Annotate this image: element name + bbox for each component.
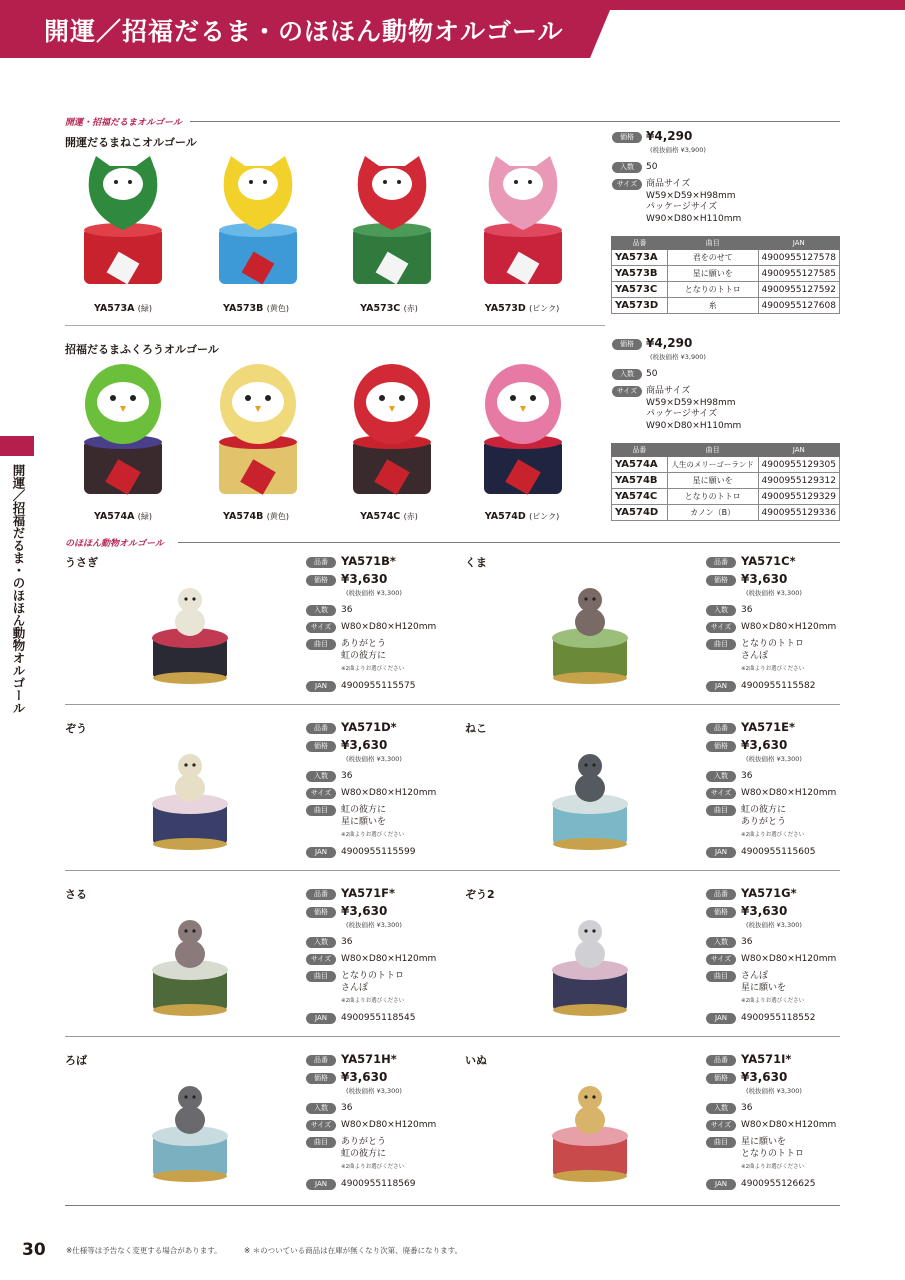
size-values: 商品サイズ W59×D59×H98mm パッケージサイズ W90×D80×H110mm — [646, 386, 742, 431]
song-label: 曲目 — [306, 1137, 336, 1148]
product-code: YA571F* — [341, 886, 396, 900]
jan-value: 4900955115599 — [341, 847, 416, 857]
size-value: W80×D80×H120mm — [741, 788, 837, 798]
price-sub: (税抜価格 ¥3,300) — [346, 1087, 402, 1095]
table-row: YA574D カノン（B） 4900955129336 — [612, 505, 840, 521]
size-value: W80×D80×H120mm — [341, 954, 437, 964]
song-note: ※2曲よりお選びください — [741, 998, 805, 1004]
price-label: 価格 — [706, 575, 736, 586]
animal-elephant2-image — [545, 900, 635, 1020]
jan-value: 4900955115605 — [741, 847, 816, 857]
jan-value: 4900955118569 — [341, 1179, 416, 1189]
table-row: YA573C となりのトトロ 4900955127592 — [612, 282, 840, 298]
price-sub: (税抜価格 ¥3,900) — [650, 353, 706, 361]
code-label: 品番 — [306, 723, 336, 734]
animal-monkey-image — [145, 900, 235, 1020]
qty-value: 36 — [341, 937, 353, 947]
price-sub: (税抜価格 ¥3,300) — [746, 755, 802, 763]
song-2: さんぽ — [341, 983, 369, 993]
product-code: YA571D* — [341, 720, 397, 734]
table-row: YA574C となりのトトロ 4900955129329 — [612, 489, 840, 505]
qty-label: 入数 — [306, 937, 336, 948]
price-value: ¥3,630 — [341, 738, 388, 752]
song-note: ※2曲よりお選びください — [341, 832, 405, 838]
jan-label: JAN — [706, 681, 736, 692]
animal-elephant-image — [145, 734, 235, 854]
owl-yellow-image — [213, 362, 303, 502]
song-note: ※2曲よりお選びください — [341, 666, 405, 672]
price-label: 価格 — [306, 741, 336, 752]
caption-ya574c: YA574C (赤) — [360, 511, 418, 522]
animal-cat-image — [545, 734, 635, 854]
qty-value: 50 — [646, 369, 658, 379]
price-value: ¥3,630 — [341, 1070, 388, 1084]
price-sub: (税抜価格 ¥3,300) — [746, 589, 802, 597]
animal-name: ろば — [65, 1054, 87, 1067]
price-sub: (税抜価格 ¥3,900) — [650, 146, 706, 154]
song-note: ※2曲よりお選びください — [341, 998, 405, 1004]
qty-value: 36 — [341, 771, 353, 781]
size-value: W80×D80×H120mm — [741, 1120, 837, 1130]
song-2: 虹の彼方に — [341, 1149, 387, 1159]
table-row: YA573D 糸 4900955127608 — [612, 298, 840, 314]
divider — [65, 1205, 840, 1206]
qty-value: 36 — [341, 1103, 353, 1113]
price-value: ¥3,630 — [341, 572, 388, 586]
qty-value: 36 — [741, 771, 753, 781]
song-1: となりのトトロ — [341, 971, 405, 981]
song-2: 星に願いを — [341, 817, 387, 827]
size-label: サイズ — [306, 788, 336, 799]
code-label: 品番 — [706, 1055, 736, 1066]
owl-pink-image — [478, 362, 568, 502]
price-sub: (税抜価格 ¥3,300) — [346, 589, 402, 597]
price-label: 価格 — [706, 907, 736, 918]
size-label: サイズ — [706, 954, 736, 965]
animal-dog-image — [545, 1066, 635, 1186]
song-2: 虹の彼方に — [341, 651, 387, 661]
code-label: 品番 — [706, 723, 736, 734]
table-row: YA573B 星に願いを 4900955127585 — [612, 266, 840, 282]
qty-label: 入数 — [306, 771, 336, 782]
song-1: 虹の彼方に — [741, 805, 787, 815]
size-label: サイズ — [306, 622, 336, 633]
price-value: ¥4,290 — [646, 129, 693, 143]
page-number: 30 — [22, 1240, 46, 1260]
qty-value: 36 — [741, 1103, 753, 1113]
product-code: YA571E* — [741, 720, 796, 734]
jan-value: 4900955115582 — [741, 681, 816, 691]
divider — [65, 325, 605, 326]
qty-value: 36 — [741, 605, 753, 615]
code-label: 品番 — [306, 889, 336, 900]
product-code: YA571C* — [741, 554, 796, 568]
price-sub: (税抜価格 ¥3,300) — [746, 1087, 802, 1095]
price-value: ¥4,290 — [646, 336, 693, 350]
caption-ya573a: YA573A (緑) — [93, 303, 153, 314]
jan-value: 4900955118552 — [741, 1013, 816, 1023]
product-table-neko: 品番 曲目 JAN YA573A 君をのせて 4900955127578 YA573B 星に願いを 4900955127585 YA573C となりのトトロ 4900955127592 YA573D 糸 4900955127608 — [611, 236, 840, 314]
table-row: YA573A 君をのせて 4900955127578 — [612, 250, 840, 266]
neko-red-image — [347, 152, 437, 292]
product-title-owl: 招福だるまふくろうオルゴール — [65, 343, 219, 356]
size-value: W80×D80×H120mm — [741, 954, 837, 964]
size-label: サイズ — [706, 1120, 736, 1131]
divider — [65, 870, 840, 871]
code-label: 品番 — [706, 557, 736, 568]
qty-label: 入数 — [306, 1103, 336, 1114]
qty-value: 50 — [646, 162, 658, 172]
section-rule — [178, 542, 840, 543]
song-1: さんぽ — [741, 971, 769, 981]
page-title: 開運／招福だるま・のほほん動物オルゴール — [44, 17, 564, 46]
size-value: W80×D80×H120mm — [341, 622, 437, 632]
song-1: となりのトトロ — [741, 639, 805, 649]
price-label: 価格 — [706, 1073, 736, 1084]
qty-label: 入数 — [706, 1103, 736, 1114]
song-2: となりのトトロ — [741, 1149, 805, 1159]
animal-name: ねこ — [465, 722, 487, 735]
qty-label: 入数 — [706, 771, 736, 782]
animal-name: いぬ — [465, 1054, 487, 1067]
price-sub: (税抜価格 ¥3,300) — [746, 921, 802, 929]
price-label: 価格 — [612, 132, 642, 143]
caption-ya574d: YA574D (ピンク) — [484, 511, 560, 522]
price-value: ¥3,630 — [741, 572, 788, 586]
jan-label: JAN — [706, 1179, 736, 1190]
section-heading-animals: のほほん動物オルゴール — [65, 539, 164, 549]
size-label: サイズ — [706, 788, 736, 799]
page-header — [0, 0, 905, 58]
jan-label: JAN — [706, 847, 736, 858]
song-label: 曲目 — [706, 1137, 736, 1148]
jan-label: JAN — [306, 1013, 336, 1024]
price-sub: (税抜価格 ¥3,300) — [346, 755, 402, 763]
owl-green-image — [78, 362, 168, 502]
song-note: ※2曲よりお選びください — [741, 1164, 805, 1170]
price-value: ¥3,630 — [741, 1070, 788, 1084]
neko-pink-image — [478, 152, 568, 292]
song-note: ※2曲よりお選びください — [741, 832, 805, 838]
qty-label: 入数 — [612, 369, 642, 380]
price-value: ¥3,630 — [741, 904, 788, 918]
price-value: ¥3,630 — [741, 738, 788, 752]
qty-label: 入数 — [706, 605, 736, 616]
price-label: 価格 — [306, 575, 336, 586]
footer-note-1: ※仕様等は予告なく変更する場合があります。 — [66, 1246, 222, 1255]
price-value: ¥3,630 — [341, 904, 388, 918]
song-2: ありがとう — [741, 817, 787, 827]
song-label: 曲目 — [306, 971, 336, 982]
animal-name: くま — [465, 556, 487, 569]
product-code: YA571G* — [741, 886, 797, 900]
caption-ya573b: YA573B (黄色) — [223, 303, 289, 314]
song-label: 曲目 — [306, 805, 336, 816]
animal-name: ぞう — [65, 722, 87, 735]
divider — [65, 1036, 840, 1037]
caption-ya574a: YA574A (緑) — [93, 511, 153, 522]
size-value: W80×D80×H120mm — [741, 622, 837, 632]
jan-label: JAN — [706, 1013, 736, 1024]
song-note: ※2曲よりお選びください — [341, 1164, 405, 1170]
animal-rabbit-image — [145, 568, 235, 688]
song-2: 星に願いを — [741, 983, 787, 993]
size-value: W80×D80×H120mm — [341, 1120, 437, 1130]
qty-label: 入数 — [706, 937, 736, 948]
size-label: サイズ — [706, 622, 736, 633]
song-label: 曲目 — [306, 639, 336, 650]
animal-name: さる — [65, 888, 87, 901]
animal-donkey-image — [145, 1066, 235, 1186]
table-row: YA574A 人生のメリーゴーランド 4900955129305 — [612, 457, 840, 473]
jan-label: JAN — [306, 681, 336, 692]
jan-value: 4900955118545 — [341, 1013, 416, 1023]
side-index-label: 開運／招福だるま・のほほん動物オルゴール — [11, 464, 26, 714]
divider — [65, 704, 840, 705]
qty-label: 入数 — [306, 605, 336, 616]
price-label: 価格 — [306, 1073, 336, 1084]
caption-ya574b: YA574B (黄色) — [223, 511, 289, 522]
price-sub: (税抜価格 ¥3,300) — [346, 921, 402, 929]
song-1: 虹の彼方に — [341, 805, 387, 815]
code-label: 品番 — [706, 889, 736, 900]
jan-value: 4900955126625 — [741, 1179, 816, 1189]
animal-name: うさぎ — [65, 556, 98, 569]
price-label: 価格 — [306, 907, 336, 918]
side-index-tab — [0, 436, 34, 456]
size-value: W80×D80×H120mm — [341, 788, 437, 798]
caption-ya573c: YA573C (赤) — [360, 303, 418, 314]
jan-value: 4900955115575 — [341, 681, 416, 691]
animal-name: ぞう2 — [465, 888, 495, 901]
song-2: さんぽ — [741, 651, 769, 661]
price-label: 価格 — [706, 741, 736, 752]
neko-yellow-image — [213, 152, 303, 292]
animal-bear-image — [545, 568, 635, 688]
product-code: YA571I* — [741, 1052, 792, 1066]
size-label: サイズ — [306, 1120, 336, 1131]
song-1: ありがとう — [341, 639, 387, 649]
qty-value: 36 — [741, 937, 753, 947]
footer-note-2: ※ ＊のついている商品は在庫が無くなり次第、廃番になります。 — [244, 1246, 463, 1255]
section-heading-daruma: 開運・招福だるまオルゴール — [65, 118, 182, 128]
song-note: ※2曲よりお選びください — [741, 666, 805, 672]
jan-label: JAN — [306, 847, 336, 858]
price-label: 価格 — [612, 339, 642, 350]
song-label: 曲目 — [706, 971, 736, 982]
song-label: 曲目 — [706, 639, 736, 650]
size-values: 商品サイズ W59×D59×H98mm パッケージサイズ W90×D80×H110mm — [646, 179, 742, 224]
caption-ya573d: YA573D (ピンク) — [484, 303, 560, 314]
size-label: サイズ — [306, 954, 336, 965]
size-label: サイズ — [612, 386, 642, 397]
product-title-neko: 開運だるまねこオルゴール — [65, 136, 197, 149]
section-rule — [190, 121, 840, 122]
owl-red-image — [347, 362, 437, 502]
product-code: YA571H* — [341, 1052, 397, 1066]
size-label: サイズ — [612, 179, 642, 190]
table-row: YA574B 星に願いを 4900955129312 — [612, 473, 840, 489]
qty-value: 36 — [341, 605, 353, 615]
jan-label: JAN — [306, 1179, 336, 1190]
song-label: 曲目 — [706, 805, 736, 816]
neko-green-image — [78, 152, 168, 292]
qty-label: 入数 — [612, 162, 642, 173]
song-1: ありがとう — [341, 1137, 387, 1147]
product-code: YA571B* — [341, 554, 396, 568]
code-label: 品番 — [306, 1055, 336, 1066]
song-1: 星に願いを — [741, 1137, 787, 1147]
code-label: 品番 — [306, 557, 336, 568]
product-table-owl: 品番 曲目 JAN YA574A 人生のメリーゴーランド 4900955129305 YA574B 星に願いを 4900955129312 YA574C となりのトトロ 4900955129329 YA574D カノン（B） 4900955129336 — [611, 443, 840, 521]
